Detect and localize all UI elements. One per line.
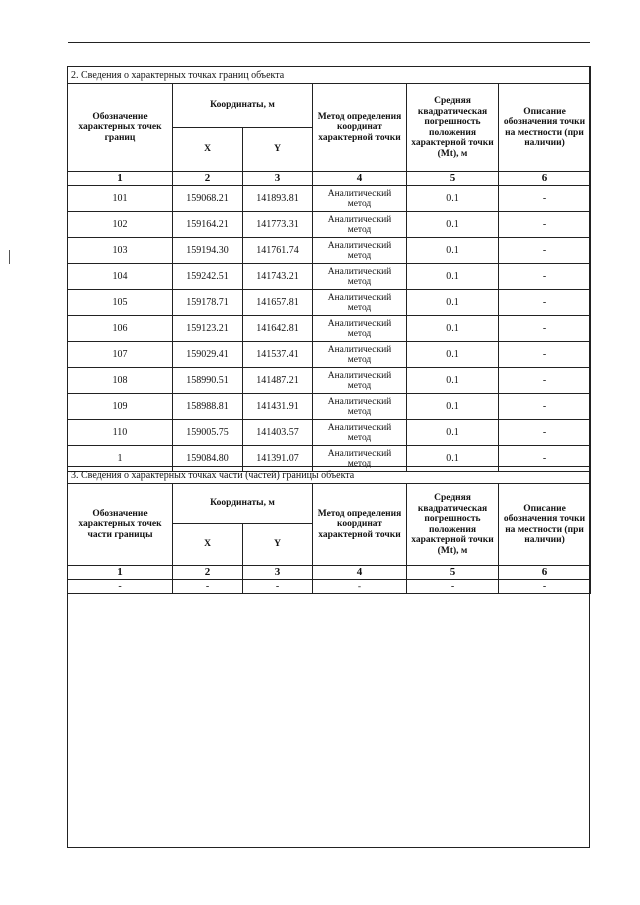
cell-y: 141391.07 [243,446,313,472]
cell-error: 0.1 [407,394,499,420]
cell-point: 106 [68,316,173,342]
cell-x: - [173,580,243,594]
cell-y: 141537.41 [243,342,313,368]
page-top-rule [68,42,590,43]
cell-method: Аналитический метод [313,212,407,238]
table-row [68,394,591,420]
cell-point: 1 [68,446,173,472]
cell-method: Аналитический метод [313,186,407,212]
section2-column-numbers [68,172,591,186]
table-row [68,238,591,264]
cell-method: Аналитический метод [313,290,407,316]
table-row [68,290,591,316]
cell-method: Аналитический метод [313,446,407,472]
cell-y: 141487.21 [243,368,313,394]
cell-desc: - [499,290,591,316]
cell-error: 0.1 [407,264,499,290]
cell-error: 0.1 [407,420,499,446]
cell-y: 141403.57 [243,420,313,446]
col-number: 6 [499,566,591,580]
cell-point: 110 [68,420,173,446]
cell-error: 0.1 [407,238,499,264]
cell-error: 0.1 [407,186,499,212]
header-designation: Обозначение характерных точек части границы [68,484,173,566]
cell-desc: - [499,212,591,238]
header-error: Средняя квадратическая погрешность положения характерной точки (Mt), м [407,84,499,172]
col-number: 5 [407,172,499,186]
section3-header-row [68,484,591,524]
section3-column-numbers [68,566,591,580]
table-row [68,368,591,394]
cell-y: 141642.81 [243,316,313,342]
section3-title-row [68,467,591,484]
header-error: Средняя квадратическая погрешность положения характерной точки (Mt), м [407,484,499,566]
section3-table [67,466,591,594]
cell-point: 105 [68,290,173,316]
table-row [68,186,591,212]
cell-method: Аналитический метод [313,316,407,342]
cell-y: - [243,580,313,594]
cell-x: 158990.51 [173,368,243,394]
cell-x: 159068.21 [173,186,243,212]
col-number: 3 [243,172,313,186]
cell-desc: - [499,238,591,264]
cell-x: 159178.71 [173,290,243,316]
table-row [68,264,591,290]
cell-method: Аналитический метод [313,420,407,446]
header-x: X [173,128,243,172]
cell-point: 102 [68,212,173,238]
col-number: 3 [243,566,313,580]
cell-desc: - [499,342,591,368]
cell-method: - [313,580,407,594]
cell-error: 0.1 [407,290,499,316]
cell-method: Аналитический метод [313,342,407,368]
table-row [68,316,591,342]
cell-desc: - [499,420,591,446]
table-row [68,212,591,238]
cell-point: 107 [68,342,173,368]
header-designation: Обозначение характерных точек границ [68,84,173,172]
cell-desc: - [499,264,591,290]
cell-x: 159123.21 [173,316,243,342]
section2-table-body [68,67,591,472]
header-method: Метод определения координат характерной точки [313,484,407,566]
cell-error: 0.1 [407,212,499,238]
cell-x: 159005.75 [173,420,243,446]
cell-y: 141743.21 [243,264,313,290]
cell-method: Аналитический метод [313,238,407,264]
cell-point: 108 [68,368,173,394]
cell-y: 141773.31 [243,212,313,238]
cell-error: 0.1 [407,446,499,472]
section2-title: 2. Сведения о характерных точках границ объекта [68,67,591,84]
cell-y: 141893.81 [243,186,313,212]
col-number: 6 [499,172,591,186]
cell-desc: - [499,446,591,472]
cell-point: - [68,580,173,594]
cell-point: 103 [68,238,173,264]
header-x: X [173,524,243,566]
cell-desc: - [499,580,591,594]
cell-x: 159242.51 [173,264,243,290]
cell-method: Аналитический метод [313,394,407,420]
cell-y: 141761.74 [243,238,313,264]
header-coordinates: Координаты, м [173,84,313,128]
cell-desc: - [499,368,591,394]
header-description: Описание обозначения точки на местности (при наличии) [499,484,591,566]
cell-x: 159084.80 [173,446,243,472]
cell-desc: - [499,186,591,212]
cell-x: 159194.30 [173,238,243,264]
section3-title: 3. Сведения о характерных точках части (частей) границы объекта [68,467,591,484]
section3-table-body [68,467,591,594]
col-number: 1 [68,566,173,580]
table-row [68,580,591,594]
cell-x: 159164.21 [173,212,243,238]
col-number: 4 [313,566,407,580]
header-y: Y [243,128,313,172]
cell-error: 0.1 [407,368,499,394]
cell-desc: - [499,316,591,342]
header-y: Y [243,524,313,566]
header-method: Метод определения координат характерной точки [313,84,407,172]
cell-method: Аналитический метод [313,264,407,290]
section2-title-row [68,67,591,84]
margin-mark [9,250,10,264]
cell-desc: - [499,394,591,420]
section2-table [67,66,591,472]
col-number: 1 [68,172,173,186]
section2-header-row [68,84,591,128]
col-number: 2 [173,566,243,580]
cell-error: 0.1 [407,316,499,342]
col-number: 2 [173,172,243,186]
cell-error: - [407,580,499,594]
col-number: 5 [407,566,499,580]
cell-error: 0.1 [407,342,499,368]
table-row [68,420,591,446]
cell-y: 141431.91 [243,394,313,420]
cell-point: 101 [68,186,173,212]
table-row [68,342,591,368]
col-number: 4 [313,172,407,186]
cell-x: 158988.81 [173,394,243,420]
cell-x: 159029.41 [173,342,243,368]
header-description: Описание обозначения точки на местности (при наличии) [499,84,591,172]
cell-point: 104 [68,264,173,290]
cell-point: 109 [68,394,173,420]
cell-y: 141657.81 [243,290,313,316]
header-coordinates: Координаты, м [173,484,313,524]
cell-method: Аналитический метод [313,368,407,394]
